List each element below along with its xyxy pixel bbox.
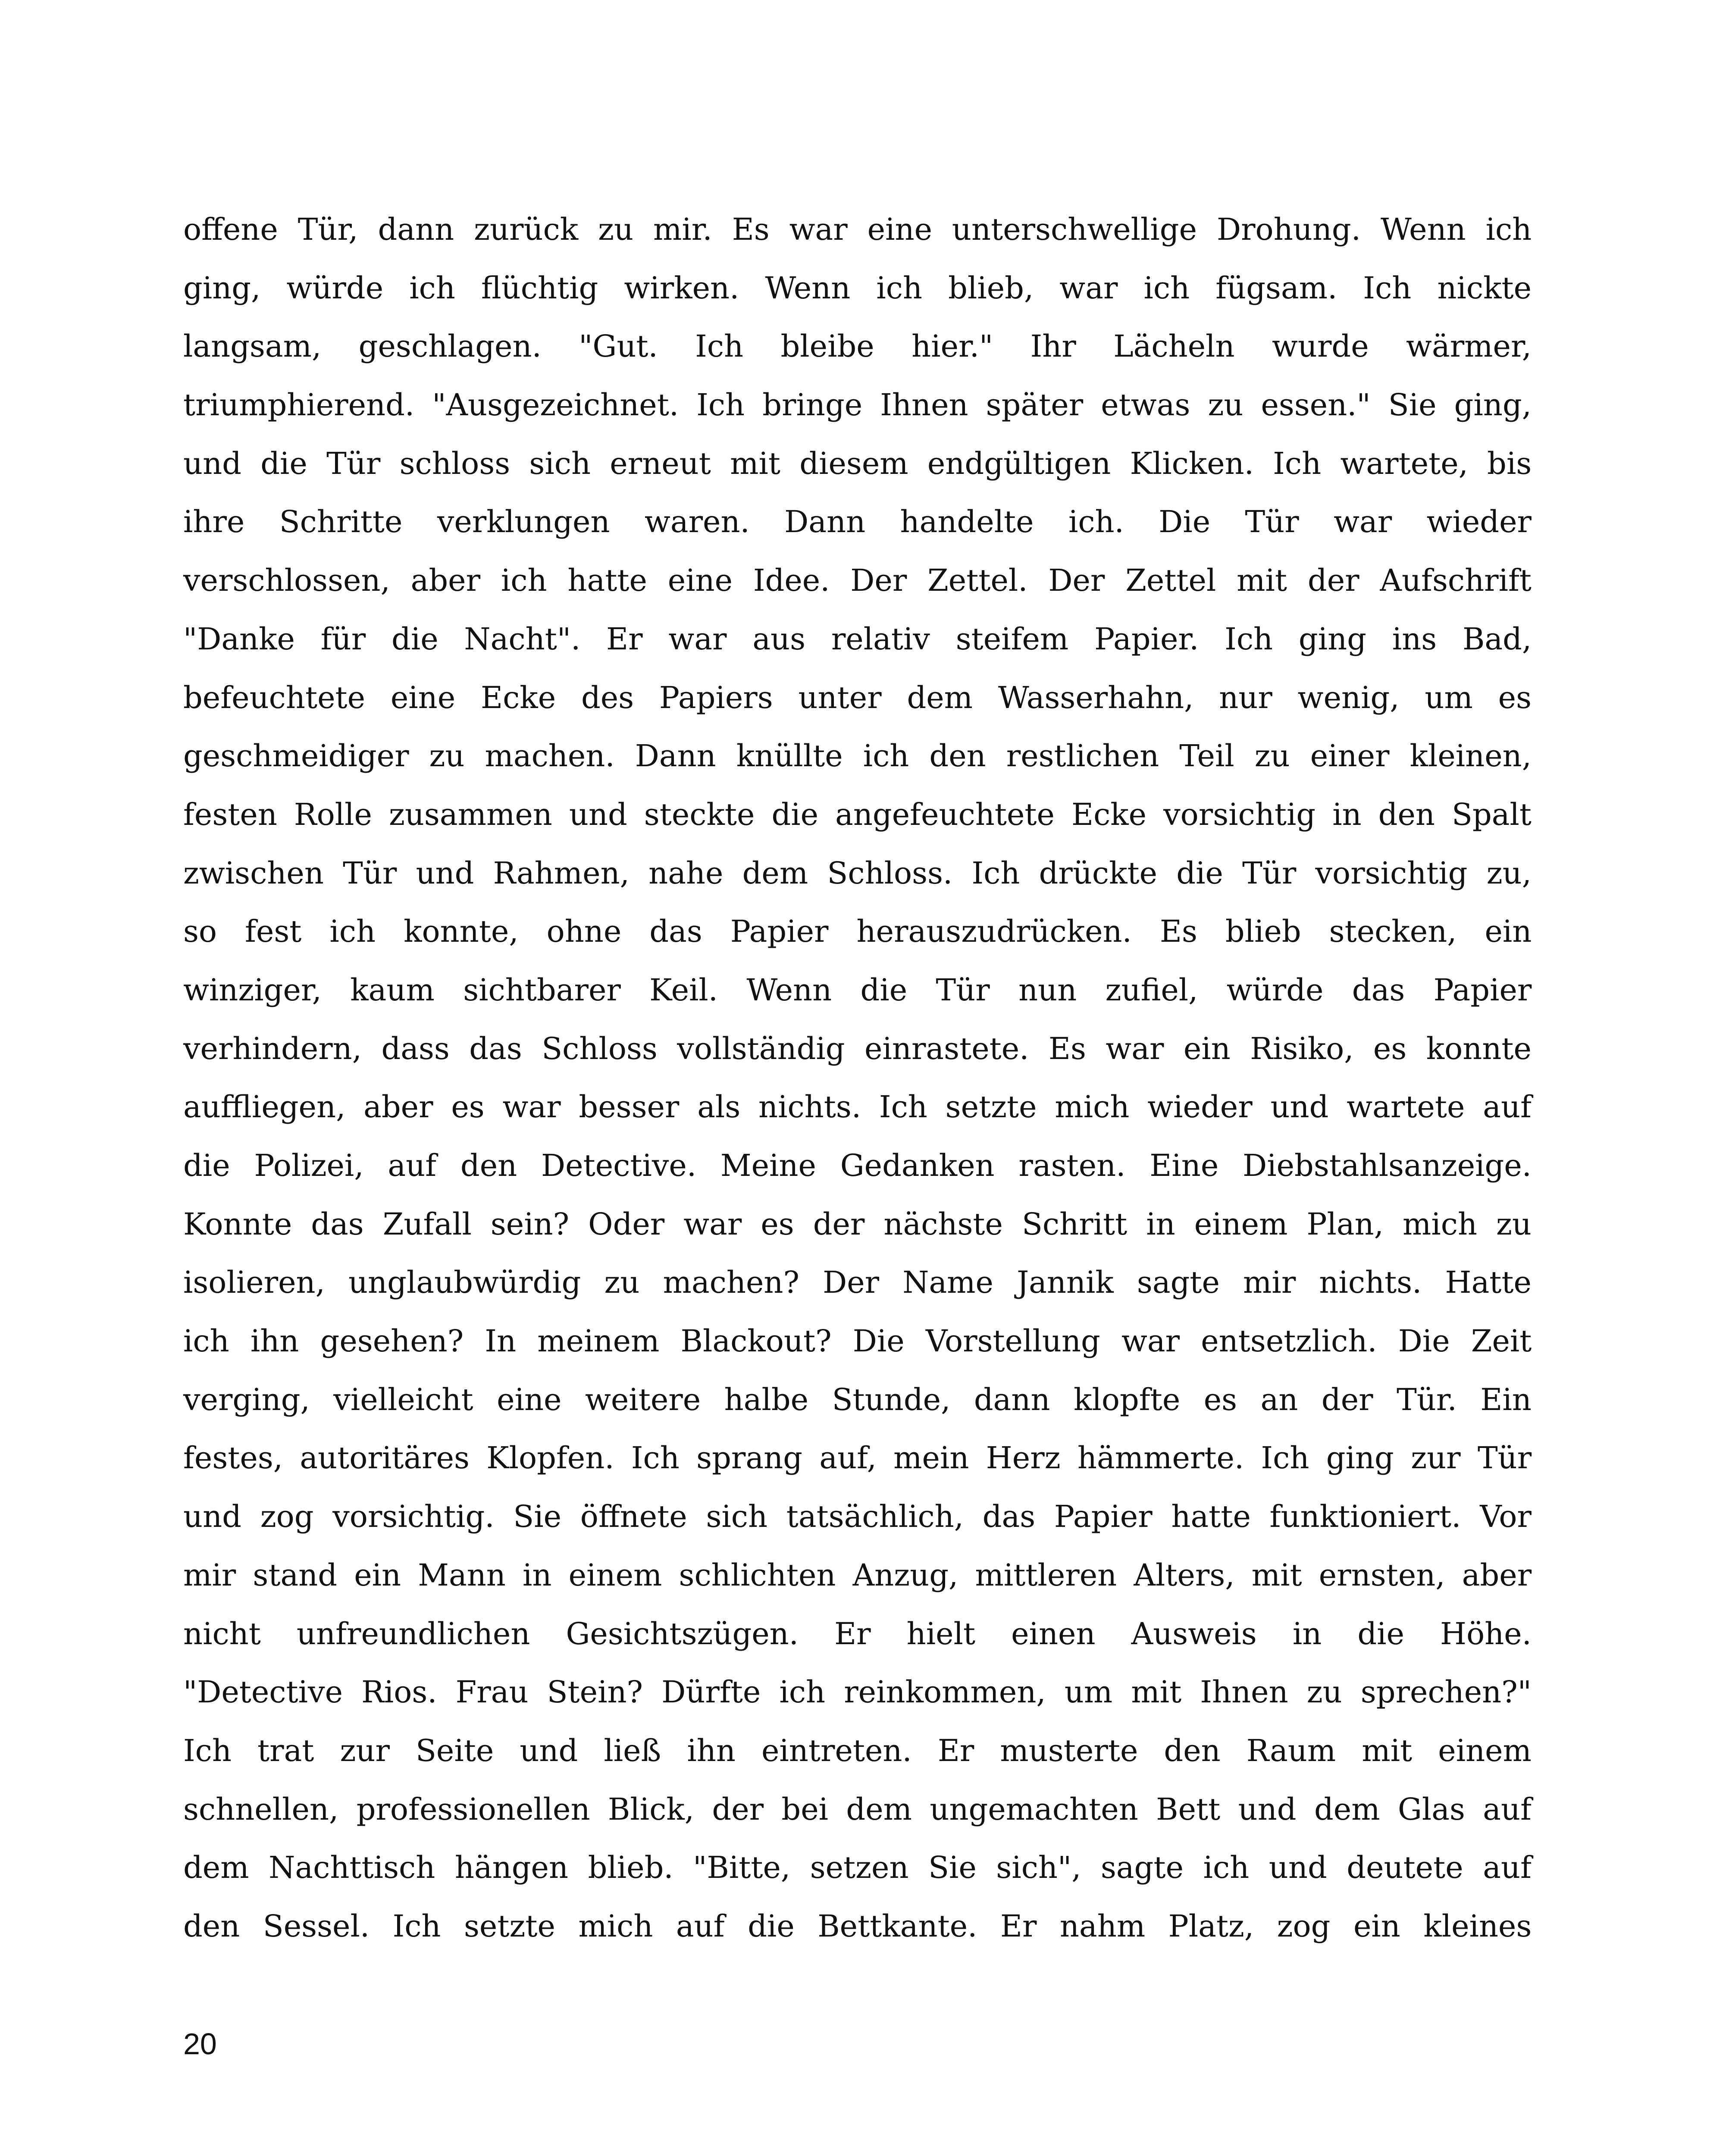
text-line: verhindern, dass das Schloss vollständig einrastete. Es war ein Risiko, es konnte xyxy=(183,1031,1532,1066)
text-line: geschmeidiger zu machen. Dann knüllte ich den restlichen Teil zu einer kleinen, xyxy=(183,738,1532,774)
text-line: winziger, kaum sichtbarer Keil. Wenn die Tür nun zufiel, würde das Papier xyxy=(183,972,1532,1008)
text-line: verging, vielleicht eine weitere halbe Stunde, dann klopfte es an der Tür. Ein xyxy=(183,1382,1532,1417)
text-line: die Polizei, auf den Detective. Meine Gedanken rasten. Eine Diebstahlsanzeige. xyxy=(183,1148,1532,1183)
text-line: festen Rolle zusammen und steckte die angefeuchtete Ecke vorsichtig in den Spalt xyxy=(183,796,1532,832)
text-line: "Detective Rios. Frau Stein? Dürfte ich reinkommen, um mit Ihnen zu sprechen?" xyxy=(183,1674,1532,1710)
body-text xyxy=(183,201,1532,1956)
text-line: langsam, geschlagen. "Gut. Ich bleibe hier." Ihr Lächeln wurde wärmer, xyxy=(183,329,1532,364)
text-line: nicht unfreundlichen Gesichtszügen. Er hielt einen Ausweis in die Höhe. xyxy=(183,1616,1532,1651)
text-line: dem Nachttisch hängen blieb. "Bitte, setzen Sie sich", sagte ich und deutete auf xyxy=(183,1850,1532,1886)
text-line: festes, autoritäres Klopfen. Ich sprang auf, mein Herz hämmerte. Ich ging zur Tür xyxy=(183,1440,1532,1476)
text-line: und zog vorsichtig. Sie öffnete sich tatsächlich, das Papier hatte funktioniert. Vor xyxy=(183,1499,1532,1535)
text-line: schnellen, professionellen Blick, der bei dem ungemachten Bett und dem Glas auf xyxy=(183,1791,1532,1827)
text-line: ich ihn gesehen? In meinem Blackout? Die Vorstellung war entsetzlich. Die Zeit xyxy=(183,1323,1532,1359)
text-line: isolieren, unglaubwürdig zu machen? Der Name Jannik sagte mir nichts. Hatte xyxy=(183,1265,1532,1300)
text-line: auffliegen, aber es war besser als nichts. Ich setzte mich wieder und wartete auf xyxy=(183,1089,1532,1125)
text-line: Konnte das Zufall sein? Oder war es der nächste Schritt in einem Plan, mich zu xyxy=(183,1206,1532,1242)
text-line: Ich trat zur Seite und ließ ihn eintreten. Er musterte den Raum mit einem xyxy=(183,1733,1532,1768)
text-line: triumphierend. "Ausgezeichnet. Ich bringe Ihnen später etwas zu essen." Sie ging, xyxy=(183,387,1532,423)
text-line: so fest ich konnte, ohne das Papier herauszudrücken. Es blieb stecken, ein xyxy=(183,914,1532,950)
text-line: den Sessel. Ich setzte mich auf die Bettkante. Er nahm Platz, zog ein kleines xyxy=(183,1908,1532,1944)
text-line: ihre Schritte verklungen waren. Dann handelte ich. Die Tür war wieder xyxy=(183,504,1532,540)
text-line: verschlossen, aber ich hatte eine Idee. Der Zettel. Der Zettel mit der Aufschrift xyxy=(183,563,1532,599)
text-line: befeuchtete eine Ecke des Papiers unter dem Wasserhahn, nur wenig, um es xyxy=(183,680,1532,715)
text-line: ging, würde ich flüchtig wirken. Wenn ich blieb, war ich fügsam. Ich nickte xyxy=(183,270,1532,306)
text-line: zwischen Tür und Rahmen, nahe dem Schloss. Ich drückte die Tür vorsichtig zu, xyxy=(183,855,1532,891)
text-line: mir stand ein Mann in einem schlichten Anzug, mittleren Alters, mit ernsten, aber xyxy=(183,1557,1532,1593)
page-number: 20 xyxy=(183,2027,217,2061)
text-line: und die Tür schloss sich erneut mit diesem endgültigen Klicken. Ich wartete, bis xyxy=(183,445,1532,481)
text-line: "Danke für die Nacht". Er war aus relativ steifem Papier. Ich ging ins Bad, xyxy=(183,621,1532,657)
text-line: offene Tür, dann zurück zu mir. Es war eine unterschwellige Drohung. Wenn ich xyxy=(183,212,1532,247)
